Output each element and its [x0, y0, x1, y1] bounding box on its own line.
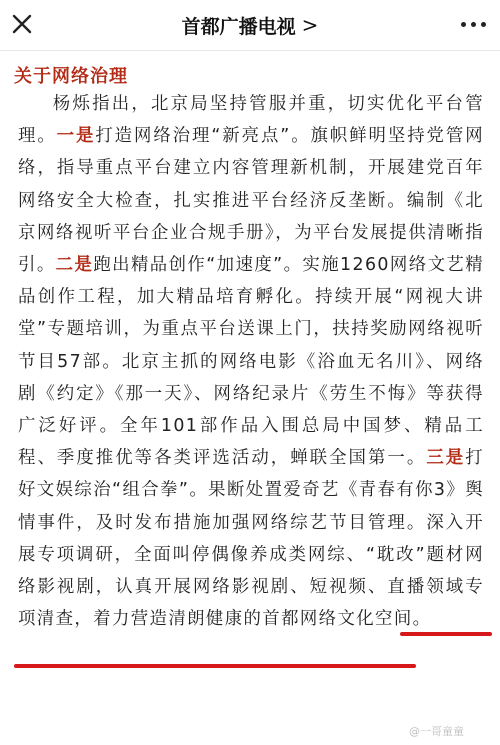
article-paragraph [18, 88, 484, 635]
text-run: 跑出精品创作“加速度”。实施1260网络文艺精品创作工程，加大精品培育孵化。持续开展“网视大讲堂”专题培训，为重点平台送课上门，扶持奖励网络视听节目57部。北京主抓的网络电影《浴血无名川》、网络剧《约定》《那一天》、网络纪录片《劳生不悔》等获得广泛好评。全年101部作品入围总局中国梦、精品工程、季度推优等各类评选活动，蝉联全国第一。 [18, 255, 484, 469]
section-title: 关于网络治理 [14, 66, 128, 87]
more-icon[interactable] [461, 22, 486, 27]
account-title: 首都广播电视 [181, 15, 296, 38]
chevron-right-icon: > [301, 13, 319, 37]
highlight-point-1: 一是 [56, 126, 96, 147]
highlight-point-3: 三是 [426, 448, 466, 469]
text-run: 打好文娱综治“组合拳”。果断处置爱奇艺《青春有你3》舆情事件，及时发布措施加强网络综艺节目管理。深入开展专项调研，全面叫停偶像养成类网综、“耽改”题材网络影视剧，认真开展网络影视剧、短视频、直播领域专项清查，着力营造清朗健康的首都网络文化空间。 [18, 448, 484, 630]
text-run: 打造网络治理“新亮点”。旗帜鲜明坚持党管网络，指导重点平台建立内容管理新机制，开展建党百年网络安全大检查，扎实推进平台经济反垄断。编制《北京网络视听平台企业合规手册》，为平台发展提供清晰指引。 [18, 126, 484, 276]
close-icon[interactable] [10, 12, 34, 36]
watermark: @一哥童童 [409, 725, 464, 738]
highlight-point-2: 二是 [55, 255, 94, 276]
top-bar [0, 0, 500, 51]
account-title-button[interactable] [182, 12, 319, 39]
red-underline-1 [400, 632, 492, 636]
text-run: 杨烁指出，北京局坚持管服并重，切实优化平台管理。 [18, 94, 484, 147]
article-body [18, 88, 484, 635]
red-underline-2 [14, 664, 416, 668]
